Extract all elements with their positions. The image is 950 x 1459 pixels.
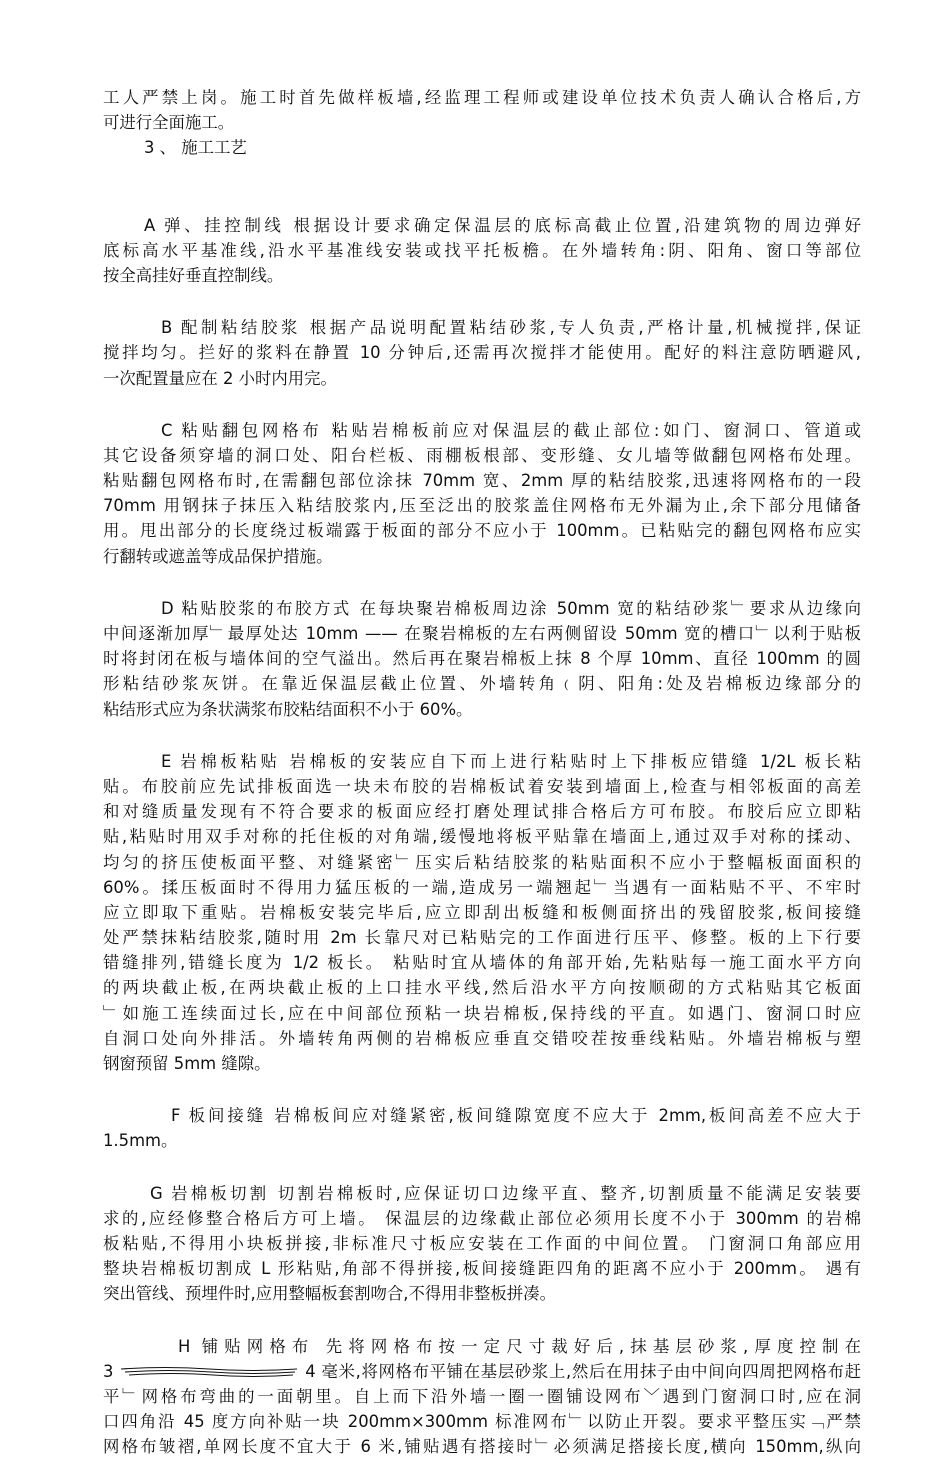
section-d-line: 形粘结砂浆灰饼。在靠近保温层截止位置、外墙转角﹙阴、阳角:处及岩棉板边缘部分的 [103,674,861,694]
section-c-line: 粘贴翻包网格布时,在需翻包部位涂抹 70mm 宽、2mm 厚的粘结胶浆,迅速将网格布的一段 [103,471,861,491]
document-page [103,85,861,1459]
section-d-line: 粘结形式应为条状满浆布胶粘结面积不小于 60%。 [103,699,473,719]
section-d-line: D 粘贴胶浆的布胶方式 在每块聚岩棉板周边涂 50mm 宽的粘结砂浆﹂要求从边缘向 [161,598,861,618]
section-g-line: 突出管线、预埋件时,应用整幅板套割吻合,不得用非整板拼凑。 [103,1284,556,1304]
section-e-line: 自洞口处向外排活。外墙转角两侧的岩棉板应垂直交错咬茬按垂线粘贴。外墙岩棉板与塑 [103,1028,861,1048]
section-e-line: 处严禁抹粘结胶浆,随时用 2m 长靠尺对已粘贴完的工作面进行压平、修整。板的上下行要 [103,928,861,948]
section-b-line: 一次配置量应在 2 小时内用完。 [103,368,337,388]
section-g-line: 板粘贴,不得用小块板拼接,非标准尺寸板应安装在工作面的中间位置。 门窗洞口角部应用 [103,1233,861,1253]
section-d-line: 中间逐渐加厚﹂最厚处达 10mm —— 在聚岩棉板的左右两侧留设 50mm 宽的槽口﹂以利于贴板 [103,624,861,643]
tilde-wave-mark [119,1365,299,1379]
section-c-line: 其它设备须穿墙的洞口处、阳台栏板、雨棚板根部、变形缝、女儿墙等做翻包网格布处理。 [103,445,861,465]
paragraph-line: 工人严禁上岗。施工时首先做样板墙,经监理工程师或建设单位技术负责人确认合格后,方 [103,88,861,107]
section-c-line: 行翻转或遮盖等成品保护措施。 [103,546,333,566]
section-e-line: 的两块截止板,在两块截止板的上口挂水平线,然后沿水平方向按顺砌的方式粘贴其它板面 [103,978,861,998]
section-e-line: E 岩棉板粘贴 岩棉板的安装应自下而上进行粘贴时上下排板应错缝 1/2L 板长粘 [161,751,861,771]
section-a-line: 按全高挂好垂直控制线。 [103,265,284,285]
paragraph-line: 可进行全面施工。 [103,113,235,133]
section-b-line: 搅拌均匀。拦好的浆料在静置 10 分钟后,还需再次搅拌才能使用。配好的料注意防晒避风, [103,343,861,363]
section-h-text: 3 [103,1361,114,1381]
section-heading: 3 、 施工工艺 [144,138,247,158]
section-b-line: B 配制粘结胶浆 根据产品说明配置粘结砂浆,专人负责,严格计量,机械搅拌,保证 [161,318,861,338]
section-h-line: 平﹂网格布弯曲的一面朝里。自上而下沿外墙一圈一圈铺设网布﹀遇到门窗洞口时,应在洞 [103,1386,861,1406]
section-c-line: 用。甩出部分的长度绕过板端露于板面的部分不应小于 100mm。已粘贴完的翻包网格布应实 [103,521,861,541]
section-h-line: 网格布皱褶,单网长度不宜大于 6 米,铺贴遇有搭接时﹂必须满足搭接长度,横向 150mm,纵向 [103,1437,861,1457]
section-d-line: 时将封闭在板与墙体间的空气溢出。然后再在聚岩棉板上抹 8 个厚 10mm、直径 100mm 的圆 [103,649,861,669]
section-e-line: 贴。布胶前应先试排板面选一块未布胶的岩棉板试着安装到墙面上,检查与相邻板面的高差 [103,776,861,796]
section-e-line: 60%。揉压板面时不得用力猛压板的一端,造成另一端翘起﹂当遇有一面粘贴不平、不牢时 [103,877,861,897]
section-e-line: 贴,粘贴时用双手对称的托住板的对角端,缓慢地将板平贴靠在墙面上,通过双手对称的揉动、 [103,827,861,847]
section-g-line: 求的,应经修整合格后方可上墙。 保温层的边缘截止部位必须用长度不小于 300mm 的岩棉 [103,1208,861,1228]
section-g-line: 整块岩棉板切割成 L 形粘贴,角部不得拼接,板间接缝距四角的距离不应小于 200mm。 遇有 [103,1259,861,1279]
section-h-line: H 铺贴网格布 先将网格布按一定尺寸裁好后,抹基层砂浆,厚度控制在 [178,1336,861,1356]
section-c-line: C 粘贴翻包网格布 粘贴岩棉板前应对保温层的截止部位:如门、窗洞口、管道或 [161,420,861,440]
section-c-line: 70mm 用钢抹子抹压入粘结胶浆内,压至泛出的胶浆盖住网格布无外漏为止,余下部分甩储备 [103,496,861,516]
section-g-line: G 岩棉板切割 切割岩棉板时,应保证切口边缘平直、整齐,切割质量不能满足安装要 [150,1183,861,1203]
section-e-line: 钢窗预留 5mm 缝隙。 [103,1054,271,1073]
section-a-line: A 弹、挂控制线 根据设计要求确定保温层的底标高截止位置,沿建筑物的周边弹好 [144,215,861,235]
section-e-line: 均匀的挤压使板面平整、对缝紧密﹂压实后粘结胶浆的粘贴面积不应小于整幅板面面积的 [103,852,861,872]
section-e-line: 应立即取下重贴。岩棉板安装完毕后,应立即刮出板缝和板侧面挤出的残留胶浆,板间接缝 [103,902,861,922]
section-h-line: 口四角沿 45 度方向补贴一块 200mm×300mm 标准网布﹂以防止开裂。要求平整压实﹁严禁 [103,1412,861,1432]
section-f-line: 1.5mm。 [103,1131,178,1151]
section-a-line: 底标高水平基准线,沿水平基准线安装或找平托板檐。在外墙转角:阴、阳角、窗口等部位 [103,240,861,260]
section-h-text: 4 毫米,将网格布平铺在基层砂浆上,然后在用抹子由中间向四周把网格布赶 [305,1361,861,1381]
section-f-line: F 板间接缝 岩棉板间应对缝紧密,板间缝隙宽度不应大于 2mm,板间高差不应大于 [171,1106,861,1126]
section-h-line-wave [103,1359,861,1384]
section-e-line: 错缝排列,错缝长度为 1/2 板长。 粘贴时宜从墙体的角部开始,先粘贴每一施工面水平方向 [103,953,861,973]
section-e-line: ﹂如施工连续面过长,应在中间部位预粘一块岩棉板,保持线的平直。如遇门、窗洞口时应 [103,1003,861,1023]
section-e-line: 和对缝质量发现有不符合要求的板面应经打磨处理试排合格后方可布胶。布胶后应立即粘 [103,802,861,822]
